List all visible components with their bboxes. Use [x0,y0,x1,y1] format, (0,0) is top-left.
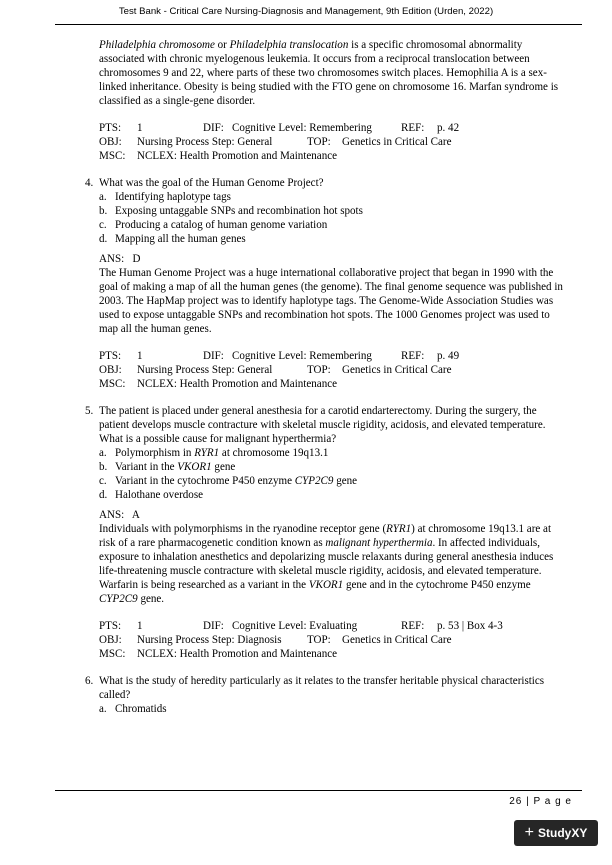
answer-options [99,702,569,716]
option-b: b. Variant in the VKOR1 gene [99,461,236,473]
plus-icon: + [524,824,534,841]
question-6: 6. What is the study of heredity particularly as it relates to the transfer heritable physical characteristics called? a. Chromatids [99,674,569,716]
question-stem: What was the goal of the Human Genome Project? [99,177,324,189]
answer-options [99,446,569,502]
option-c: c. Variant in the cytochrome P450 enzyme CYP2C9 gene [99,475,358,487]
option-c: c. Producing a catalog of human genome variation [99,219,328,231]
document-header: Test Bank - Critical Care Nursing-Diagnosis and Management, 9th Edition (Urden, 2022) [118,6,494,17]
option-d: d. Halothane overdose [99,489,204,501]
answer-key: ANS: A [99,509,140,521]
meta-row-obj: OBJ: Nursing Process Step: General TOP: Genetics in Critical Care [99,136,452,148]
question-stem: The patient is placed under general anesthesia for a carotid endarterectomy. During the surgery, the patient develops muscle contracture with skeletal muscle rigidity, acidosis, and elevated temperature. What is a possible cause for malignant hyperthermia? [99,405,546,445]
answer-rationale: Individuals with polymorphisms in the ryanodine receptor gene (RYR1) at chromosome 19q13.1 are at risk of a rare pharmacogenetic condition known as malignant hyperthermia. In affected individuals, exposure to inhalation anesthetics and depolarizing muscle relaxants during general anesthesia induces life-threatening muscle contracture with skeletal muscle rigidity, acidosis, and elevated temperature. Warfarin is being researched as a variant in the VKOR1 gene and in the cytochrome P450 enzyme CYP2C9 gene. [99,523,554,605]
page-number: 26 | P a g e [509,796,572,807]
option-d: d. Mapping all the human genes [99,233,246,245]
meta-block-2: PTS: 1 DIF: Cognitive Level: Remembering REF: p. 49 OBJ: Nursing Process Step: General TOP: Genetics in Critical Care MSC: NCLEX: Health Promotion and Maintenance [99,350,460,390]
meta-row-msc: MSC: NCLEX: Health Promotion and Maintenance [99,150,338,162]
question-stem: What is the study of heredity particularly as it relates to the transfer heritable physical characteristics called? [99,675,545,701]
footer-divider [55,790,582,791]
option-a: a. Identifying haplotype tags [99,191,231,203]
answer-key: ANS: D [99,253,141,265]
answer-options [99,190,569,246]
question-4: 4. What was the goal of the Human Genome Project? a. Identifying haplotype tags b. Exposing untaggable SNPs and recombination hot spots c. Producing a catalog of human genome variation d. Mapping all the human genes ANS: D The Human Genome Project was a huge international collaborative project that began in 1990 with the goal of making a map of all the human genes (the genome). The final genome sequence was published in 2003. The HapMap project was to identify haplotype tags. The Genome-Wide Association Studies was used to expose untaggable SNPs and recombination hot spots. The 1000 Genomes project was used to map all the human genes. [99,176,569,336]
meta-block-1 [99,121,569,163]
option-b: b. Exposing untaggable SNPs and recombination hot spots [99,205,363,217]
studyxy-logo[interactable]: + StudyXY [514,820,598,846]
option-a: a. Polymorphism in RYR1 at chromosome 19q13.1 [99,447,329,459]
page-content [85,38,569,722]
intro-rationale: Philadelphia chromosome or Philadelphia translocation is a specific chromosomal abnormality associated with chronic myelogenous leukemia. It occurs from a reciprocal translocation between chromosomes 9 and 22, where parts of these two chromosomes switch places. Hemophilia A is a sex-linked inheritance. Obesity is being studied with the FTO gene on chromosome 16. Marfan syndrome is classified as a single-gene disorder. [99,39,559,107]
meta-row-pts: PTS: 1 DIF: Cognitive Level: Remembering REF: p. 42 [99,122,460,134]
answer-rationale: The Human Genome Project was a huge international collaborative project that began in 1990 with the goal of making a map of all the human genes (the genome). The final genome sequence was published in 2003. The HapMap project was to identify haplotype tags. The Genome-Wide Association Studies was used to expose untaggable SNPs and recombination hot spots. The 1000 Genomes project was used to map all the human genes. [99,267,563,335]
question-5: 5. The patient is placed under general anesthesia for a carotid endarterectomy. During the surgery, the patient develops muscle contracture with skeletal muscle rigidity, acidosis, and elevated temperature. What is a possible cause for malignant hyperthermia? a. Polymorphism in RYR1 at chromosome 19q13.1 b. Variant in the VKOR1 gene c. Variant in the cytochrome P450 enzyme CYP2C9 gene d. Halothane overdose ANS: A Individuals with polymorphisms in the ryanodine receptor gene (RYR1) at chromosome 19q13.1 are at risk of a rare pharmacogenetic condition known as malignant hyperthermia. In affected individuals, exposure to inhalation anesthetics and depolarizing muscle relaxants during general anesthesia induces life-threatening muscle contracture with skeletal muscle rigidity, acidosis, and elevated temperature. Warfarin is being researched as a variant in the VKOR1 gene and in the cytochrome P450 enzyme CYP2C9 gene. [99,404,569,606]
header-divider [55,24,582,25]
meta-block-3: PTS: 1 DIF: Cognitive Level: Evaluating REF: p. 53 | Box 4-3 OBJ: Nursing Process Step: Diagnosis TOP: Genetics in Critical Care MSC: NCLEX: Health Promotion and Maintenance [99,620,503,660]
option-a: a. Chromatids [99,703,167,715]
